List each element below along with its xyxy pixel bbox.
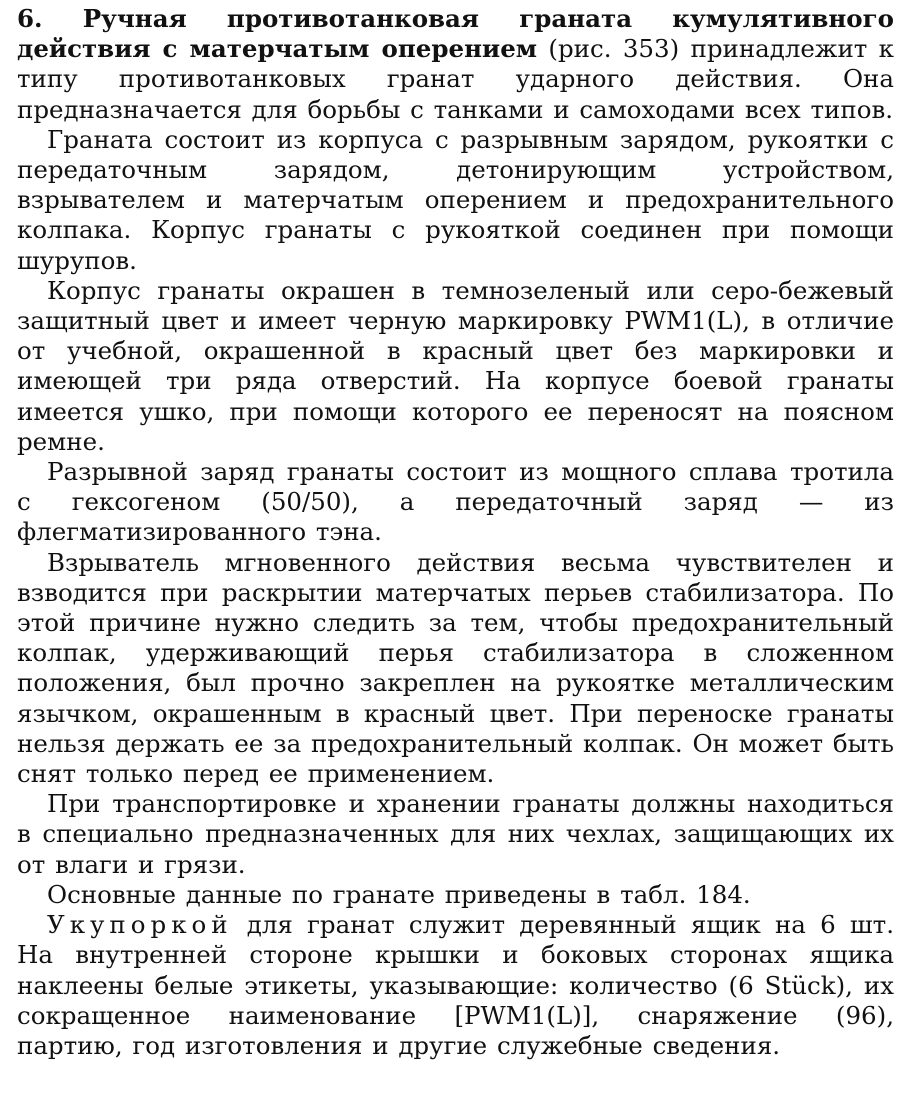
- paragraph-packaging: [17, 910, 894, 1061]
- paragraph-text: (рис. 353) принадлежит к типу противотанковых гранат ударного действия. Она предназначается для борьбы с танками и самоходами всех типов.: [17, 34, 894, 124]
- paragraph-text: Разрывной заряд гранаты состоит из мощного сплава тротила с гексогеном (50/50), а передаточный заряд — из флегматизированного тэна.: [17, 457, 894, 547]
- spaced-term: Укупоркой: [47, 910, 233, 940]
- paragraph-construction: [17, 125, 894, 276]
- paragraph-transport: [17, 789, 894, 880]
- paragraph-coloring: [17, 276, 894, 457]
- paragraph-grenade-intro: [17, 4, 894, 125]
- paragraph-text: Взрыватель мгновенного действия весьма чувствителен и взводится при раскрытии матерчатых перьев стабилизатора. По этой причине нужно следить за тем, чтобы предохранительный колпак, удерживающий перья стабилизатора в сложенном положения, был прочно закреплен на рукоятке металлическим язычком, окрашенным в красный цвет. При переноске гранаты нельзя держать ее за предохранительный колпак. Он может быть снят только перед ее применением.: [17, 547, 894, 789]
- paragraph-charge: [17, 457, 894, 548]
- section-heading: 6. Ручная противотанковая граната кумулятивного действия с матерчатым оперением: [17, 4, 894, 64]
- paragraph-table-reference: [17, 880, 894, 910]
- paragraph-text: Корпус гранаты окрашен в темнозеленый или серо-бежевый защитный цвет и имеет черную маркировку PWM1(L), в отличие от учебной, окрашенной в красный цвет без маркировки и имеющей три ряда отверстий. На корпусе боевой гранаты имеется ушко, при помощи которого ее переносят на поясном ремне.: [17, 275, 894, 456]
- paragraph-text: Граната состоит из корпуса с разрывным зарядом, рукоятки с передаточным зарядом, детонирующим устройством, взрывателем и матерчатым оперением и предохранительного колпака. Корпус гранаты с рукояткой соединен при помощи шурупов.: [17, 124, 894, 275]
- paragraph-text: При транспортировке и хранении гранаты должны находиться в специально предназначенных для них чехлах, защищающих их от влаги и грязи.: [17, 789, 894, 879]
- paragraph-fuze: [17, 548, 894, 790]
- paragraph-text: для гранат служит деревянный ящик на 6 шт. На внутренней стороне крышки и боковых сторонах ящика наклеены белые этикеты, указывающие: количество (6 Stück), их сокращенное наименование [PWM1(L)], снаряжение (96), партию, год изготовления и другие служебные сведения.: [17, 910, 894, 1060]
- paragraph-text: Основные данные по гранате приведены в табл. 184.: [47, 879, 751, 909]
